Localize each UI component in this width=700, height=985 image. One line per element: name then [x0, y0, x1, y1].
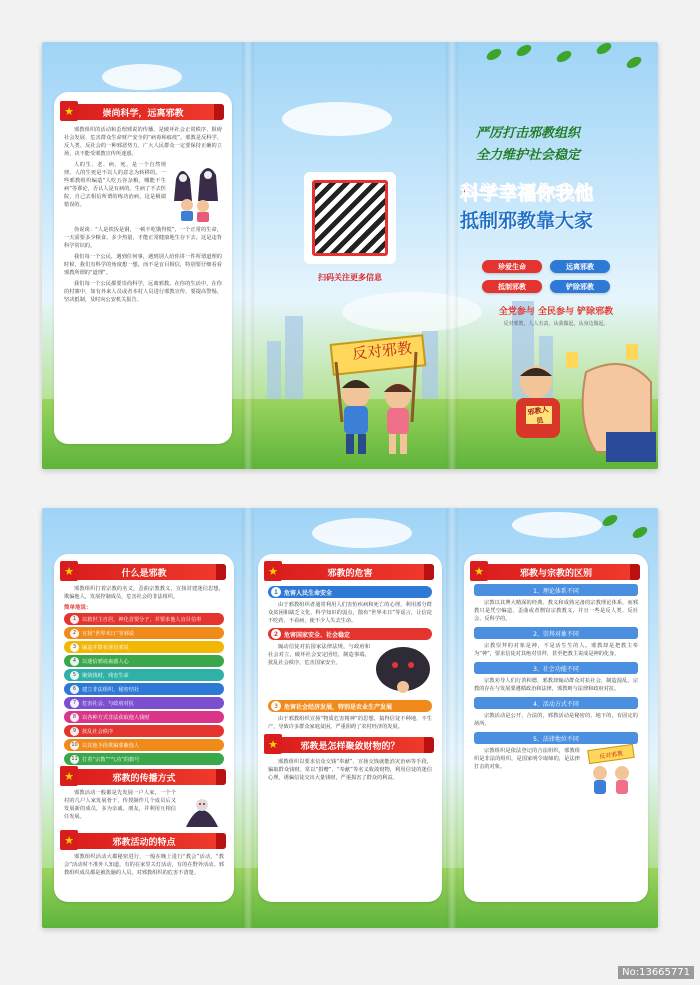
item-number: 9	[70, 727, 79, 736]
section-title-bar	[266, 737, 434, 753]
section-title-bar	[62, 833, 226, 849]
difference-subheading: 2、崇拜对象不同	[474, 627, 638, 639]
harm-subheading: 2 危害国家安全、社会稳定	[268, 628, 432, 640]
cult-feature-item	[64, 627, 224, 639]
paragraph: 宗教崇拜的对象是神，不是活生生的人。邪教却是把教主奉为“神”，要求信徒对其绝对崇拜，甚至把教主说成是神的化身。	[474, 643, 638, 657]
paragraph: 我们每一个公民都要崇尚科学，远离邪教。在你的生活中，在你的村寨中，如有外来人员或者本村人员进行邪教宣传，要提高警惕，坚决抵制，及时向公安机关报告。	[64, 281, 222, 303]
slogan-line-2: 全力维护社会稳定	[476, 148, 581, 163]
content-card	[258, 554, 442, 902]
item-text: 以各种方式非法获取他人钱财	[82, 714, 150, 721]
paragraph: 宗教劝导人们行善积德，邪教却煽动群众对抗社会，制造混乱。宗教的存在与发展要遵循政治和法律，邪教则与法律和政府对抗。	[474, 678, 638, 692]
paragraph: 邪教组织以要求信众交钱“奉献”、宣扬交钱就能消灾治病等手段，骗取群众钱财。常以“捐赠”、“奉献”等名义收敛财物，利用信徒的迷信心理，诱骗信徒交出大量钱财，严重损害了群众的利益。	[268, 759, 432, 781]
city-building	[285, 316, 303, 411]
fold-line	[242, 42, 254, 469]
image-id-watermark: No:13665771	[618, 966, 694, 979]
cult-feature-item	[64, 655, 224, 667]
leaf	[625, 55, 643, 71]
title-tag	[216, 564, 226, 580]
section-title: 什么是邪教	[121, 568, 167, 579]
title-tag	[216, 769, 226, 785]
title-tag	[214, 104, 224, 120]
kids-icon	[584, 761, 638, 803]
protest-sign-text: 反对邪教	[351, 338, 413, 364]
cult-feature-item	[64, 613, 224, 625]
cult-feature-item	[64, 739, 224, 751]
paragraph: 邪教组织打着宗教的名义，歪曲宗教教义，宣扬封建迷信思想，欺骗他人，发展控制成员，危害社会的非法组织。	[64, 586, 224, 600]
title-tag	[424, 737, 434, 753]
cloud	[102, 64, 182, 90]
small-sign-text: 反对邪教	[587, 744, 635, 764]
cult-feature-item	[64, 753, 224, 765]
leaf	[555, 49, 573, 65]
dark-cloud-monster-illustration	[374, 643, 432, 697]
cult-leader-illustration	[180, 789, 224, 829]
item-text: 扰乱社会秩序	[82, 728, 114, 735]
leaf	[631, 525, 649, 541]
paragraph: 邪教活动一般都是先发展一户人家，一个个村的几户人家发展骨干，传授制作几个成员后又发展新的成员，多为亲戚、朋友，并利用互相信任发展。	[64, 790, 176, 820]
slogan-pill: 远离邪教	[550, 260, 610, 273]
star-icon: ★	[470, 561, 488, 581]
paragraph: 宗教组织是依法登记的合法组织，邪教组织是非法的组织，是国家明令取缔的，是法律打击的对象。	[474, 748, 580, 770]
leaf	[595, 42, 613, 56]
difference-subheading: 3、社会功能不同	[474, 662, 638, 674]
section-title: 邪教活动的特点	[112, 837, 176, 848]
paragraph: 由于邪教组织者通常利用人们害怕疾病和死亡的心理，利用部分群众贫困和缺乏文化、科学知识的弱点，散布“世界末日”等谣言，让信徒不吃药、不看病，使不少人失去生命。	[268, 602, 432, 624]
paragraph: 伪说谈：“人是铁饭是钢，一顿不吃饿得慌”，一个正常的生命，一天需要多少粮食、多少热量，才能正常健康地生存下去。这是违背科学常识的。	[64, 227, 222, 249]
fold-line	[242, 508, 254, 928]
item-text: 编造并散布迷信邪说	[82, 644, 129, 651]
leaf	[601, 513, 619, 529]
cover-title-1: 科学幸福你我他	[460, 182, 594, 204]
qr-caption: 扫码关注更多信息	[318, 273, 382, 282]
kids-sign-illustration	[584, 747, 638, 803]
item-text: 危害社会、与政府对抗	[82, 700, 134, 707]
section-title: 崇尚科学，远离邪教	[102, 108, 184, 119]
slogan-pill: 珍爱生命	[482, 260, 542, 273]
section-title-bar	[62, 769, 226, 785]
item-number: 7	[70, 699, 79, 708]
harm-subheading: 1 危害人民生命安全	[268, 586, 432, 598]
cloud	[512, 512, 602, 538]
star-icon: ★	[60, 766, 78, 786]
item-text: 以救世主自居，神化首要分子，并要求他人盲目信奉	[82, 616, 202, 623]
content-card	[464, 554, 648, 902]
item-number: 8	[70, 713, 79, 722]
paragraph: 由于邪教组织宣扬“物质危害精神”的思想，搞得信徒不种地、不生产，导致许多群众家庭贫困，严重阻碍了农村经济的发展。	[268, 716, 432, 730]
qr-code-frame[interactable]	[304, 172, 396, 264]
cult-feature-item	[64, 641, 224, 653]
star-icon: ★	[60, 101, 78, 121]
cover-title-2: 抵制邪教靠大家	[460, 210, 594, 232]
cult-feature-item	[64, 697, 224, 709]
fold-line	[446, 508, 458, 928]
paragraph: 我们每一个公民，遇到任何事，遇到别人给你讲一件所谓道理的时候，我们有科学的角度想一想，而不是盲目相信，特别要仔细看看邪教所谓的“道理”。	[64, 254, 222, 276]
item-text: 宣扬“世界末日”等邪说	[82, 630, 135, 637]
item-text: 以其他手段欺骗蒙蔽他人	[82, 742, 140, 749]
hand-catching-cultist-illustration	[486, 342, 656, 462]
star-icon: ★	[60, 561, 78, 581]
harm-subheading: 3 危害社会经济发展，特别是农业生产发展	[268, 700, 432, 712]
cult-feature-item	[64, 683, 224, 695]
item-number: 5	[70, 671, 79, 680]
star-icon: ★	[60, 830, 78, 850]
title-tag	[424, 564, 434, 580]
cult-feature-item	[64, 669, 224, 681]
paragraph: 煽动信徒对抗国家法律法规，与政府和社会对立，破坏社会安定团结，制造事端，扰乱社会秩序，危害国家安全。	[268, 644, 370, 666]
cover-panel	[446, 42, 658, 469]
paragraph: 人的生、老、病、死，是一个自然规律。人的生死是不以人的意志为转移的。一些邪教组织编造“人吃五谷杂粮，哪能不生病”等谬论，否认人是有病的。生病了不去医院，自己去相信所谓的练功治病，这是极端错误的。	[64, 162, 166, 208]
star-icon: ★	[264, 734, 282, 754]
fine-print: 反对邪教，人人有责。从我做起，从身边做起。	[503, 321, 609, 327]
section-title: 邪教的传播方式	[112, 773, 176, 784]
cloud	[282, 102, 392, 136]
item-number: 10	[71, 742, 78, 748]
slogan-pill: 抵制邪教	[482, 280, 542, 293]
paragraph: 宗教活动是公开，合法的，邪教活动是秘密的、地下的，有固定的场所。	[474, 713, 638, 727]
item-text: 以迷信邪说蛊惑人心	[82, 658, 129, 665]
cult-feature-item	[64, 725, 224, 737]
leaf	[515, 43, 533, 59]
item-number: 11	[71, 756, 78, 762]
item-number: 3	[70, 643, 79, 652]
difference-subheading: 4、活动方式不同	[474, 697, 638, 709]
brochure-inside-sheet	[42, 508, 658, 928]
cultist-badge: 邪教人员	[527, 405, 550, 426]
qr-code-placeholder	[312, 180, 388, 256]
section-title: 邪教的危害	[327, 568, 373, 579]
section-title-bar	[62, 104, 224, 120]
paragraph: 邪教组织的活动和歪理邪说的传播，是破坏社会正常秩序、阻碍社会发展、危害群众生命财产安全的“病毒和瘟疫”。邪教是反科学、反人类、反社会的一种邪恶势力，广大人民群众一定要保持正确的立场，决不能受邪教宣传所迷惑。	[64, 127, 222, 157]
content-card	[54, 554, 234, 902]
participation-line: 全党参与 全民参与 铲除邪教	[498, 307, 614, 317]
leaf	[485, 47, 503, 63]
difference-subheading: 5、法律地位不同	[474, 732, 638, 744]
cult-feature-list	[64, 613, 224, 765]
item-number: 1	[70, 615, 79, 624]
cartoon-children-reaper-illustration	[170, 161, 222, 223]
section-title-bar	[472, 564, 640, 580]
item-number: 4	[70, 657, 79, 666]
paragraph: 邪教组织活动大都秘密进行，一般在晚上进行“教会”活动，“教会”活动时不准外人知道，有的在家里关灯活动，有的在野外活动。邪教组织成员都是被洗脑的人员，对邪教组织的危害不清楚。	[64, 854, 224, 876]
star-icon: ★	[264, 561, 282, 581]
slogan-pill: 铲除邪教	[550, 280, 610, 293]
content-card	[54, 92, 232, 444]
paragraph: 宗教以其博大精深的经典、教义和成熟完备的宗教理论体系，而邪教只是凭空编造、歪曲或者剽窃宗教教义，并且一些是反人类、反社会、反科学的。	[474, 600, 638, 622]
list-heading: 简单地说：	[64, 605, 92, 611]
difference-subheading: 1、理论体系不同	[474, 584, 638, 596]
section-title-bar	[62, 564, 226, 580]
slogan-line-1: 严厉打击邪教组织	[476, 126, 581, 141]
cloud	[312, 518, 412, 548]
cult-feature-item	[64, 711, 224, 723]
title-tag	[630, 564, 640, 580]
item-number: 6	[70, 685, 79, 694]
section-title: 邪教与宗教的区别	[519, 568, 592, 579]
item-text: 打着“宗教”“气功”的旗号	[82, 756, 140, 763]
title-tag	[216, 833, 226, 849]
item-text: 建立非法组织，秘密结社	[82, 686, 140, 693]
item-text: 聚敛钱财，残害生命	[82, 672, 129, 679]
item-number: 2	[70, 629, 79, 638]
section-title: 邪教是怎样聚敛财物的？	[300, 741, 400, 752]
brochure-outside-sheet	[42, 42, 658, 469]
section-title-bar	[266, 564, 434, 580]
